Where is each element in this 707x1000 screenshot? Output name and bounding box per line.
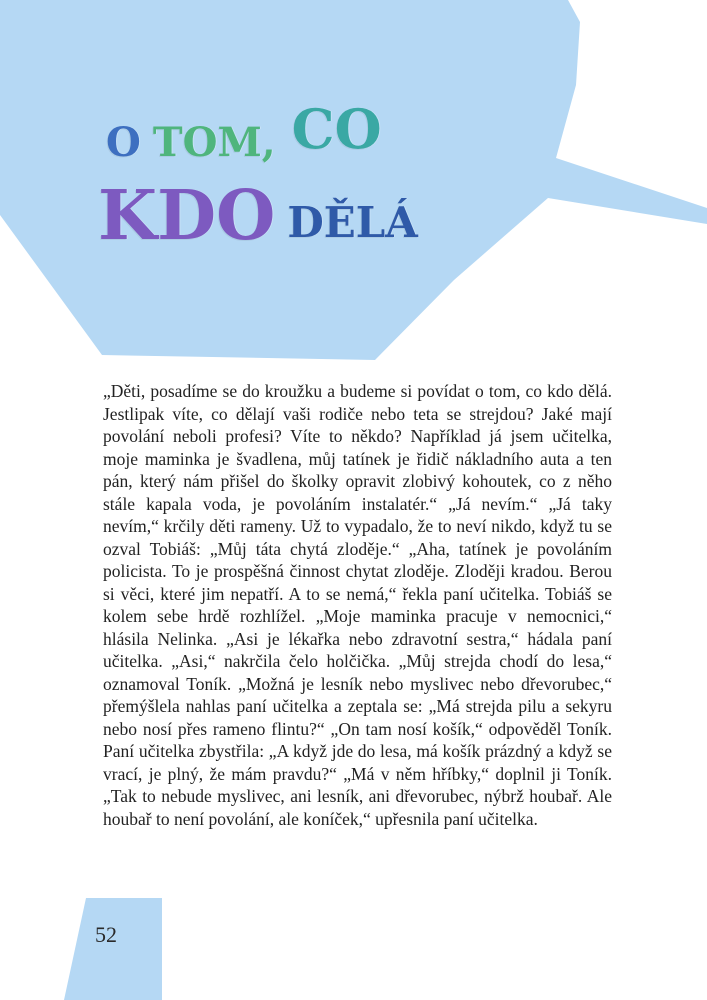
title-word-kdo: KDO: [98, 176, 276, 256]
title-word-co: CO: [291, 97, 382, 161]
title-word-dela: DĚLÁ: [287, 198, 418, 247]
title-line-2: [98, 176, 418, 256]
page-number: 52: [95, 922, 117, 947]
title-word-tom-text: TOM,: [152, 119, 276, 166]
title-word-o: O: [106, 119, 141, 166]
page-number-tab: [64, 898, 162, 1000]
story-paragraph: „Děti, posadíme se do kroužku a budeme si povídat o tom, co kdo dělá. Jestlipak víte, co dělají vaši rodiče nebo teta se strejdou? Jaké mají povolání neboli profesi? Víte to někdo? Například já jsem učitelka, moje maminka je švadlena, můj tatínek je řidič nákladního auta a ten pán, který nám přišel do školky opravit zlobivý kohoutek, co z něho stále kapala voda, je povoláním instalatér.“ „Já nevím.“ „Já taky nevím,“ krčily děti rameny. Už to vypadalo, že to neví nikdo, když tu se ozval Tobiáš: „Můj táta chytá zloděje.“ „Aha, tatínek je povoláním policista. To je prospěšná činnost chytat zloděje. Zloději kradou. Berou si věci, které jim nepatří. A to se nemá,“ řekla paní učitelka. Tobiáš se kolem sebe hrdě rozhlížel. „Moje maminka pracuje v nemocnici,“ hlásila Nelinka. „Asi je lékařka nebo zdravotní sestra,“ hádala paní učitelka. „Asi,“ nakrčila čelo holčička. „Můj strejda chodí do lesa,“ oznamoval Toník. „Možná je lesník nebo myslivec nebo dřevorubec,“ přemýšlela nahlas paní učitelka a zeptala se: „Má strejda pilu a sekyru nebo nosí přes rameno flintu?“ „On tam nosí košík,“ odpověděl Toník. Paní učitelka zbystřila: „A když jde do lesa, má košík prázdný a když se vrací, je plný, že mám pravdu?“ „Má v něm hříbky,“ doplnil ji Toník. „Tak to nebude myslivec, ani lesník, ani dřevorubec, nýbrž houbař. Ale houbař to není povolání, ale koníček,“ upřesnila paní učitelka.: [103, 381, 612, 829]
title-line-1: [106, 97, 382, 166]
title-word-tom: [152, 119, 276, 166]
